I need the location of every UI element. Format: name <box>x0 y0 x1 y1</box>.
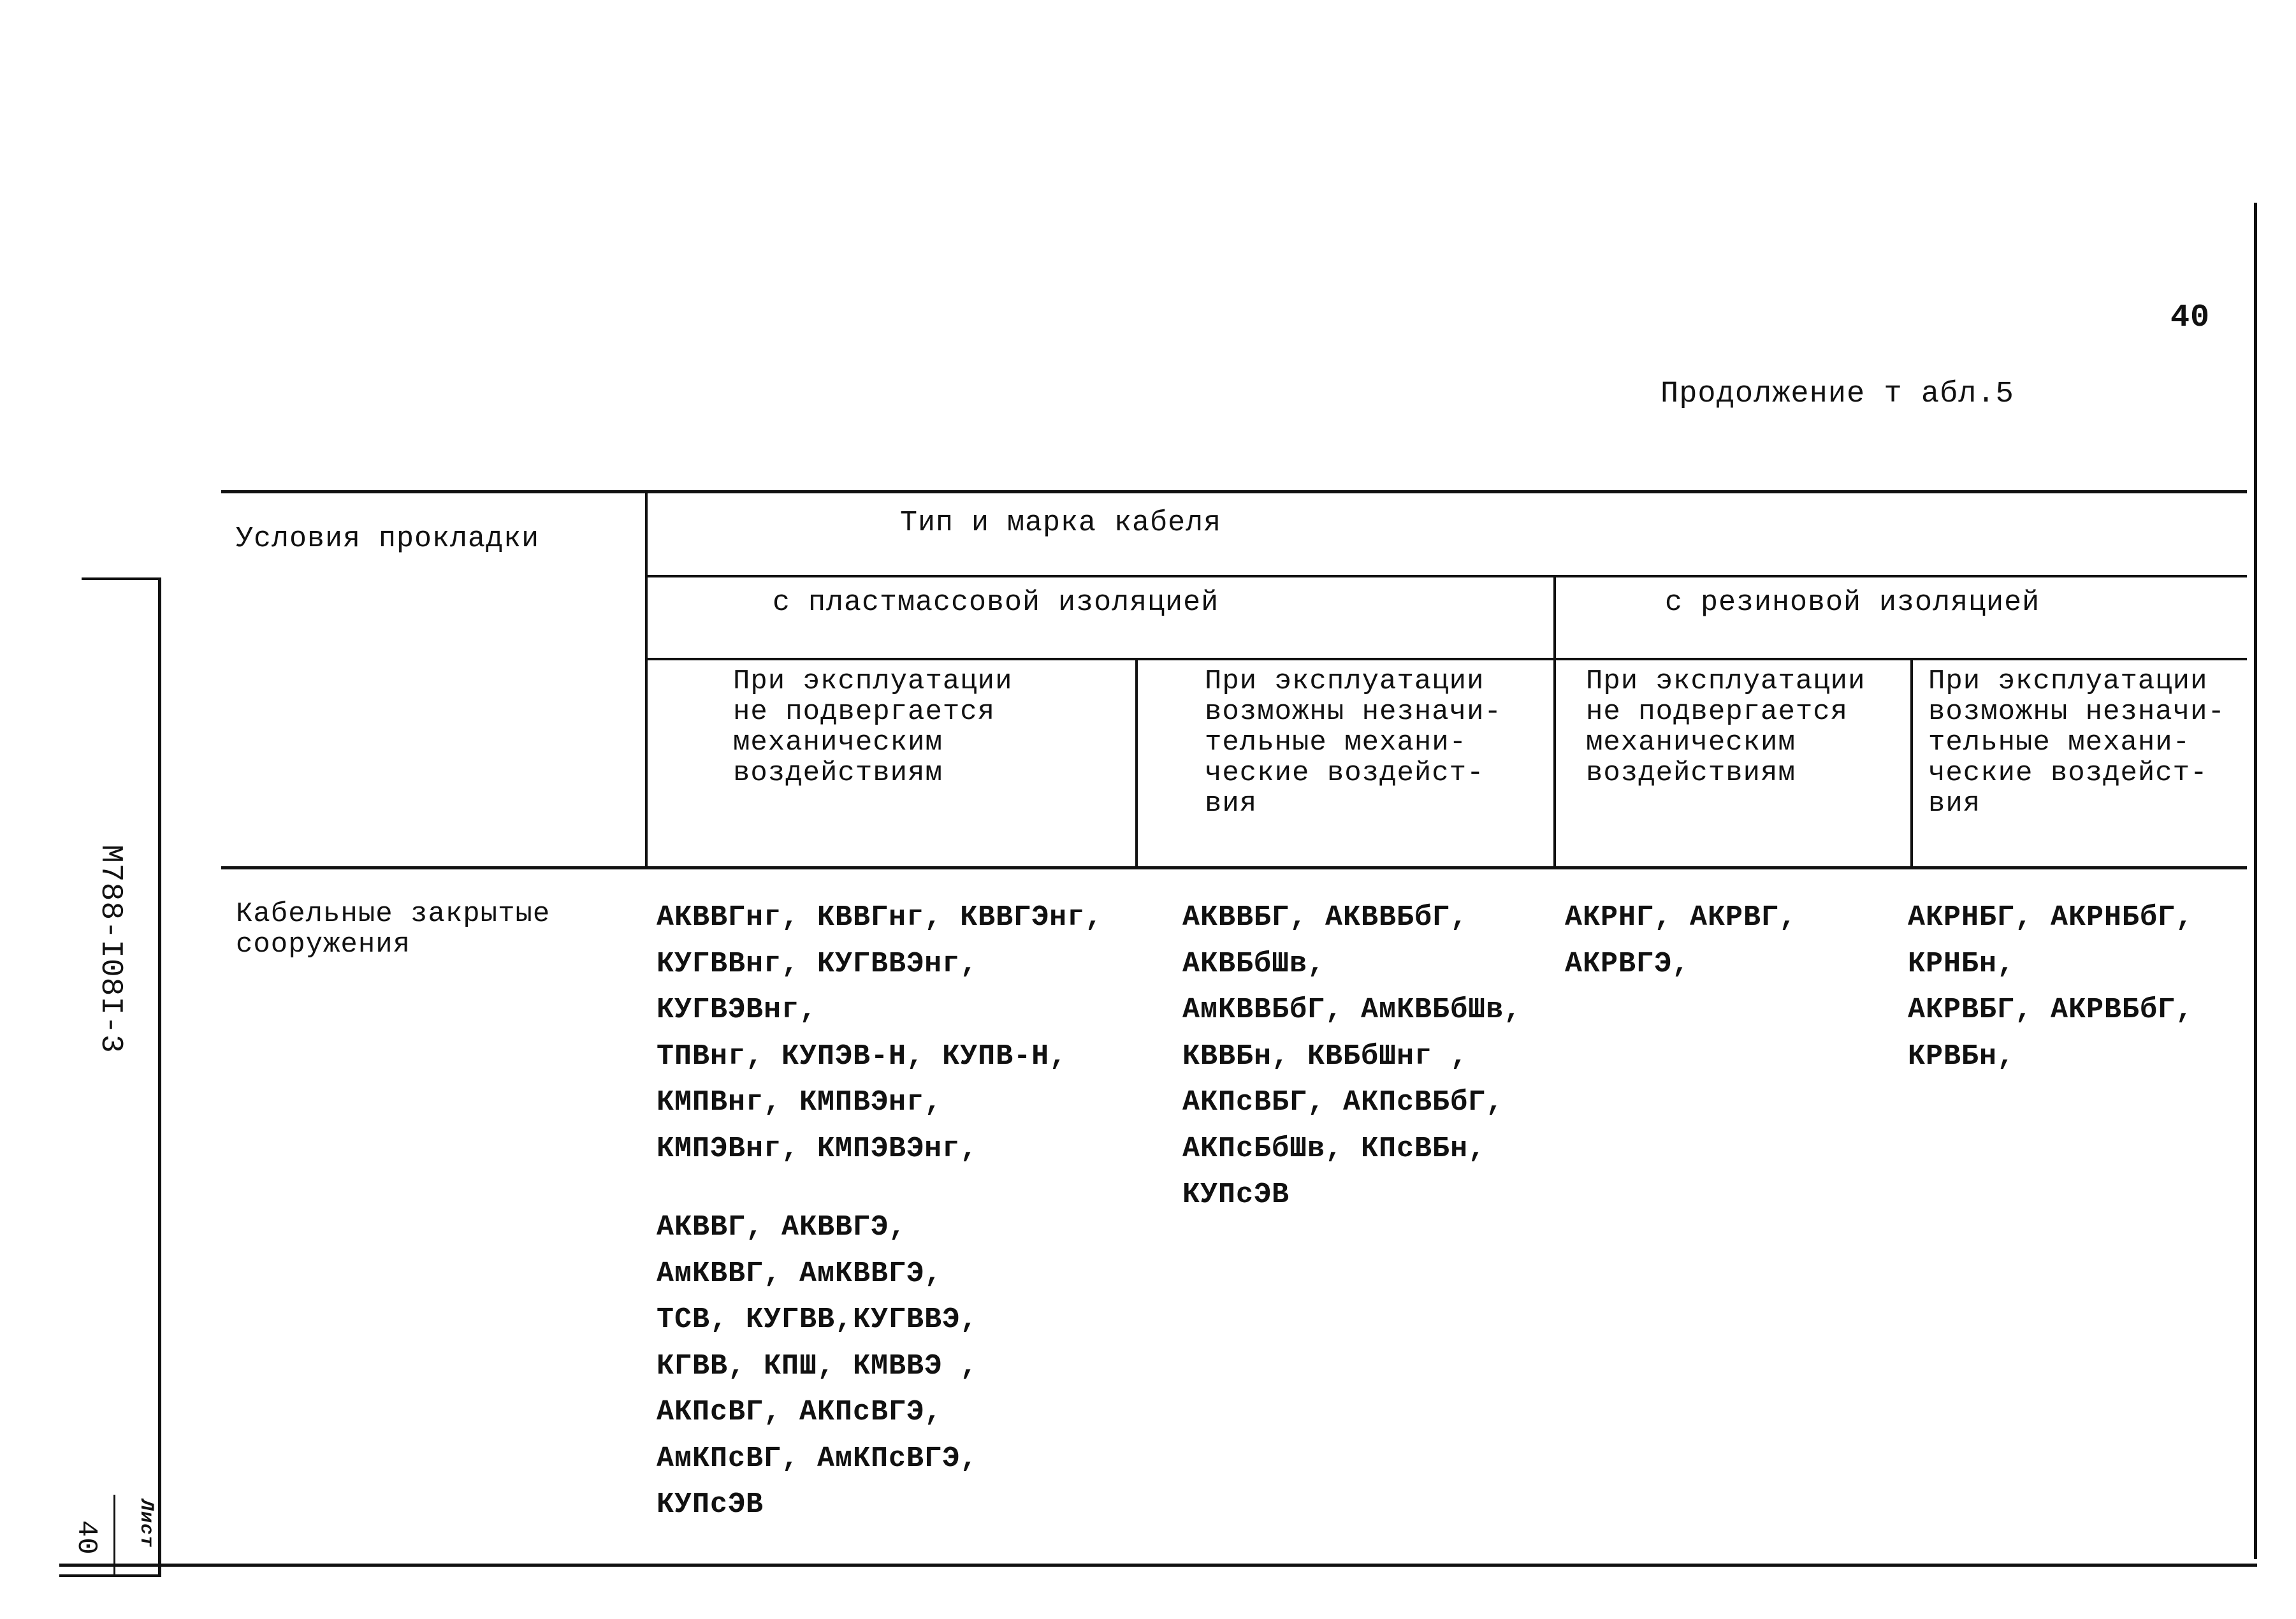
document-code: М788-I08I-3 <box>93 845 127 1054</box>
cell-plastic-mech: АКВВБГ, АКВВБбГ, АКВБбШв, АмКВВБбГ, АмКВБбШв, КВВБн, КВБбШнг , АКПсВБГ, АКПсВБбГ, АКПсБбШв, КПсВБн, КУПсЭВ <box>1182 901 1522 1211</box>
stamp-vertical-line <box>158 577 161 1576</box>
sheet-number: 40 <box>70 1520 102 1555</box>
cell-plastic-no-mech-b: АКВВГ, АКВВГЭ, АмКВВГ, АмКВВГЭ, ТСВ, КУГВВ,КУГВВЭ, КГВВ, КПШ, КМВВЭ , АКПсВГ, АКПсВГЭ, АмКПсВГ, АмКПсВГЭ, КУПсЭВ <box>657 1211 978 1521</box>
header-rubber-insulation: с резиновой изоляцией <box>1665 586 2040 619</box>
subheader-rubber-no-mech: При эксплуатации не подвергается механическим воздействиям <box>1586 665 1866 789</box>
cell-rubber-mech: АКРНБГ, АКРНБбГ, КРНБн, АКРВБГ, АКРВБбГ, КРВБн, <box>1908 901 2194 1073</box>
cell-rubber-no-mech: АКРНГ, АКРВГ, АКРВГЭ, <box>1565 901 1798 980</box>
bottom-border <box>59 1564 2257 1567</box>
subheader-plastic-no-mech: При эксплуатации не подвергается механическим воздействиям <box>733 665 1013 789</box>
stamp-sheet-divider <box>113 1495 115 1576</box>
cell-plastic-no-mech-a: АКВВГнг, КВВГнг, КВВГЭнг, КУГВВнг, КУГВВЭнг, КУГВЭВнг, ТПВнг, КУПЭВ-Н, КУПВ-Н, КМПВнг, КМПВЭнг, КМПЭВнг, КМПЭВЭнг, <box>657 901 1103 1165</box>
subheader-plastic-mech: При эксплуатации возможны незначи- тельные механи- ческие воздейст- вия <box>1205 665 1502 820</box>
table-continuation-caption: Продолжение т абл.5 <box>1660 377 2014 411</box>
stamp-top-line <box>82 577 159 580</box>
subheader-rubber-mech: При эксплуатации возможны незначи- тельные механи- ческие воздейст- вия <box>1928 665 2225 820</box>
page-number: 40 <box>2170 300 2211 336</box>
stamp-bottom-line <box>59 1574 161 1577</box>
header-cable-type: Тип и марка кабеля <box>900 507 1222 539</box>
header-plastic-insulation: с пластмассовой изоляцией <box>773 586 1219 619</box>
sheet-label: Лист <box>135 1499 157 1548</box>
header-conditions: Условия прокладки <box>236 523 540 555</box>
row-condition: Кабельные закрытые сооружения <box>236 898 551 961</box>
right-border <box>2254 203 2257 1559</box>
